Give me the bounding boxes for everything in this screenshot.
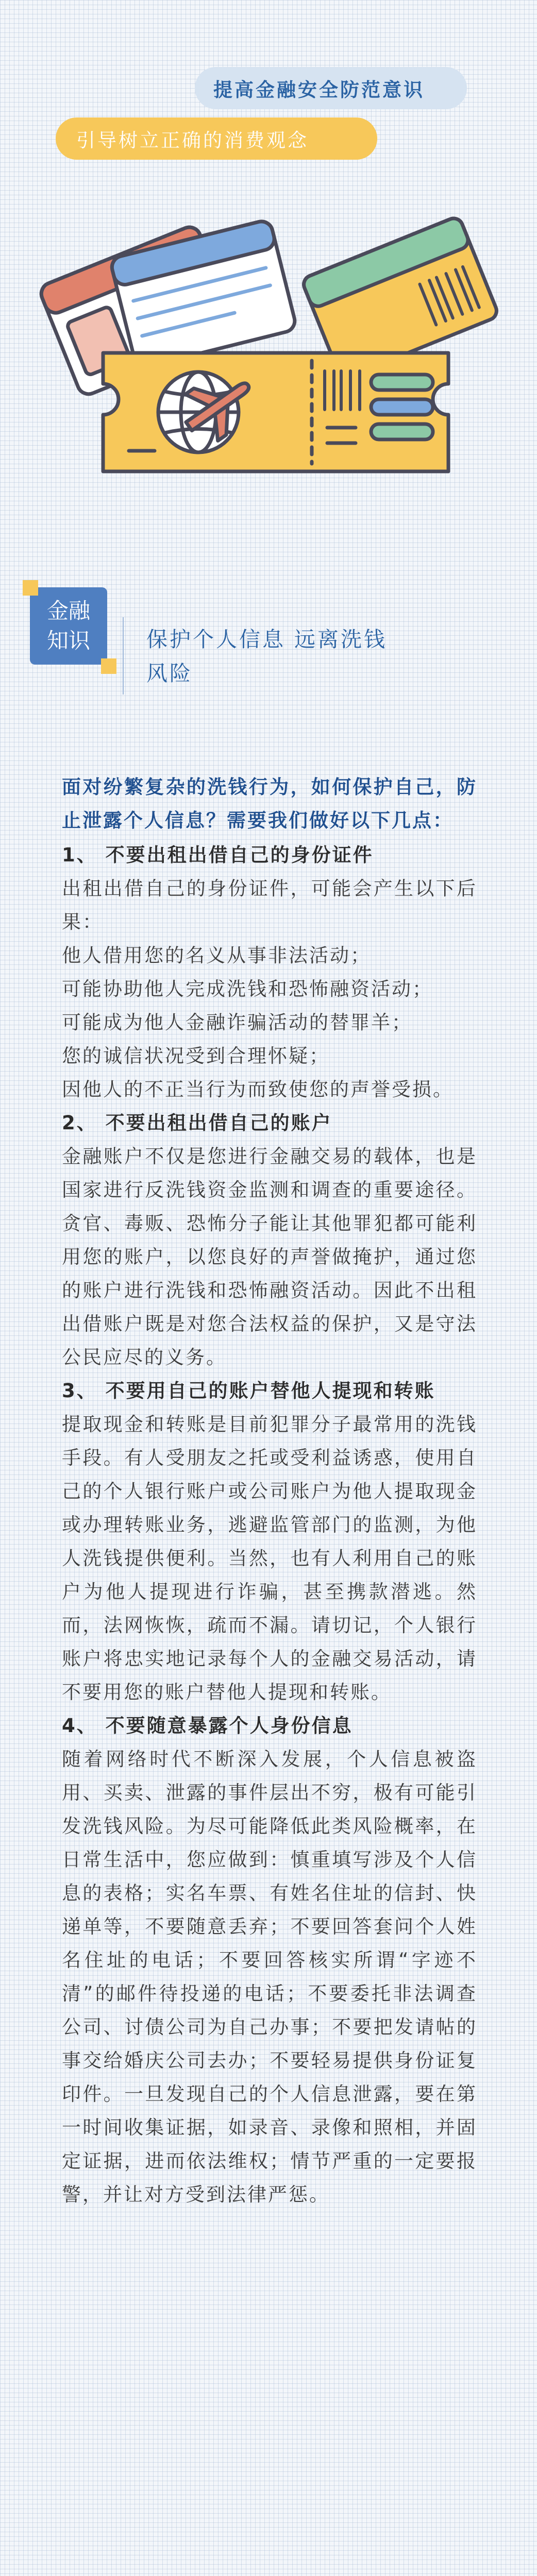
point-title: 3、 不要用自己的账户替他人提现和转账 [62, 1380, 435, 1402]
id-card-icon-2 [110, 219, 297, 369]
point-paragraph: 您的诚信状况受到合理怀疑； [62, 1045, 330, 1067]
point-paragraph: 提取现金和转账是目前犯罪分子最常用的洗钱手段。有人受朋友之托或受利益诱惑，使用自己的个人银行账户或公司账户为他人提取现金或办理转账业务，逃避监管部门的监测，为他人洗钱提供便利。当然，也有人利用自己的账户为他人提现进行诈骗，甚至携款潜逃。然而，法网恢恢，疏而不漏。请切记，个人银行账户将忠实地记录每个人的金融交易活动，请不要用您的账户替他人提现和转账。 [62, 1413, 477, 1703]
article-body [62, 770, 477, 2211]
ticket-icon [103, 353, 448, 471]
tag-line-2: 知识 [46, 628, 90, 653]
section-title-line-2: 风险 [146, 661, 193, 686]
slogan-banner-yellow [56, 117, 377, 160]
cards-tickets-illustration [26, 183, 510, 518]
point-paragraph: 可能协助他人完成洗钱和恐怖融资活动； [62, 978, 433, 1000]
section-title [146, 622, 486, 690]
point-paragraph: 因他人的不正当行为而致使您的声誉受损。 [62, 1078, 454, 1100]
point-paragraph: 出租出借自己的身份证件，可能会产生以下后果： [62, 877, 477, 933]
slogan-text-1: 提高金融安全防范意识 [213, 79, 425, 101]
slogan-banner-blue [195, 67, 467, 109]
point-title: 1、 不要出租出借自己的身份证件 [62, 844, 374, 866]
tag-corner-decoration [23, 580, 38, 596]
category-tag [30, 587, 107, 665]
title-divider [123, 617, 124, 694]
section-title-line-1: 保护个人信息 远离洗钱 [146, 627, 388, 652]
slogan-text-2: 引导树立正确的消费观念 [76, 129, 309, 151]
point-title: 4、 不要随意暴露个人身份信息 [62, 1715, 353, 1737]
point-title: 2、 不要出租出借自己的账户 [62, 1112, 332, 1134]
article-intro: 面对纷繁复杂的洗钱行为，如何保护自己，防止泄露个人信息？需要我们做好以下几点： [62, 776, 477, 832]
point-paragraph: 随着网络时代不断深入发展，个人信息被盗用、买卖、泄露的事件层出不穷，极有可能引发洗钱风险。为尽可能降低此类风险概率，在日常生活中，您应做到：慎重填写涉及个人信息的表格；实名车票、有姓名住址的信封、快递单等，不要随意丢弃；不要回答套问个人姓名住址的电话；不要回答核实所谓“字迹不清”的邮件待投递的电话；不要委托非法调查公司、讨债公司为自己办事；不要把发请帖的事交给婚庆公司去办；不要轻易提供身份证复印件。一旦发现自己的个人信息泄露，要在第一时间收集证据，如录音、录像和照相，并固定证据，进而依法维权；情节严重的一定要报警，并让对方受到法律严惩。 [62, 1748, 477, 2206]
point-paragraph: 金融账户不仅是您进行金融交易的载体，也是国家进行反洗钱资金监测和调查的重要途径。贪官、毒贩、恐怖分子能让其他罪犯都可能利用您的账户，以您良好的声誉做掩护，通过您的账户进行洗钱和恐怖融资活动。因此不出租出借账户既是对您合法权益的保护，又是守法公民应尽的义务。 [62, 1145, 477, 1368]
tag-corner-decoration [101, 658, 116, 674]
point-paragraph: 可能成为他人金融诈骗活动的替罪羊； [62, 1011, 412, 1033]
tag-line-1: 金融 [46, 598, 90, 623]
point-paragraph: 他人借用您的名义从事非法活动； [62, 944, 371, 967]
